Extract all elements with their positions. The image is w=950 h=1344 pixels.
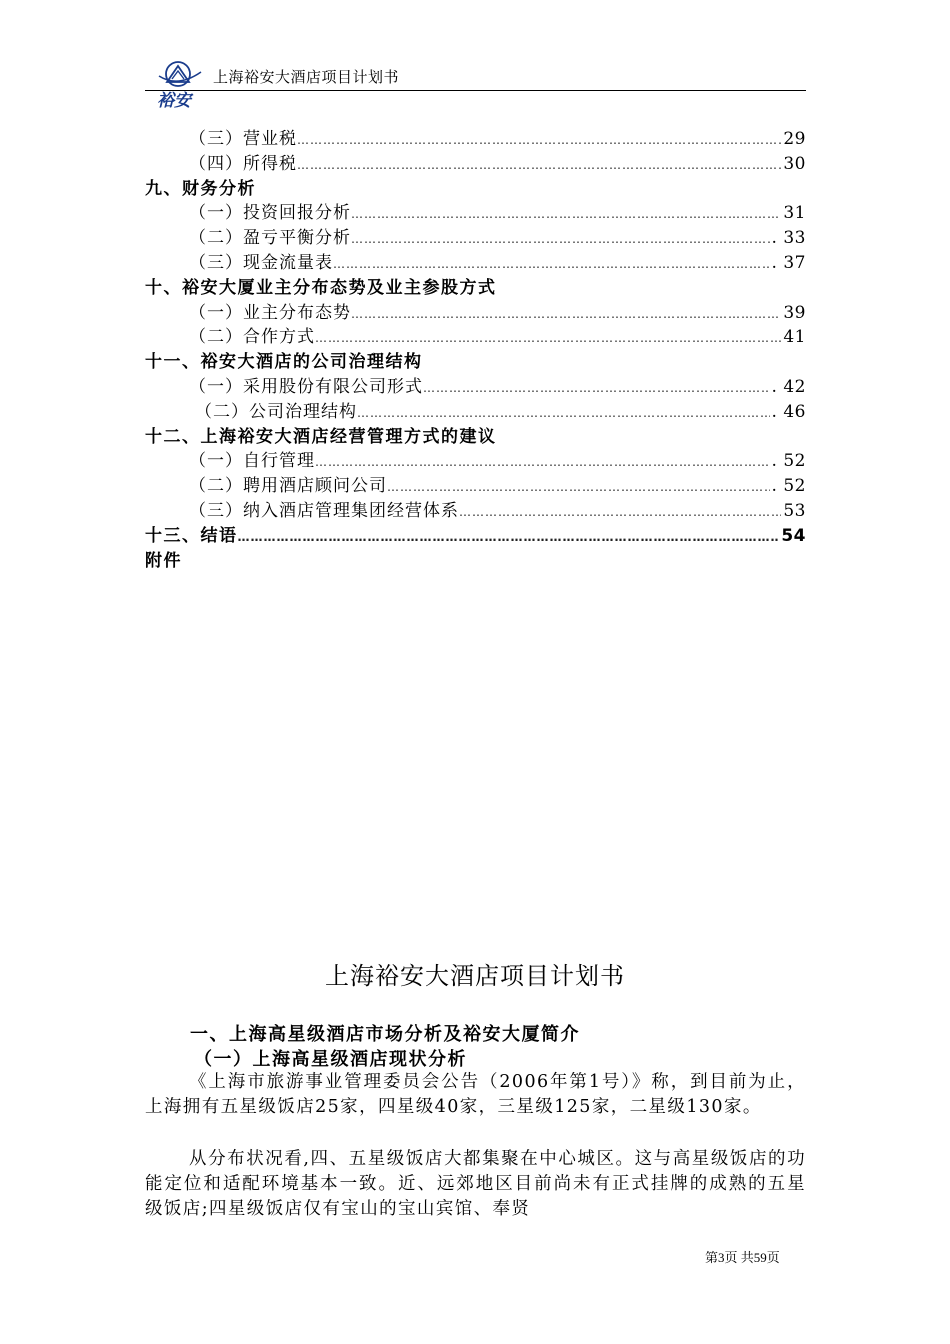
toc-leader-dots — [297, 133, 781, 147]
body-paragraph-1: 《上海市旅游事业管理委员会公告（2006年第1号）》称，到目前为止，上海拥有五星级饭店25家，四星级40家，三星级125家，二星级130家。 — [145, 1072, 806, 1117]
toc-entry[interactable] — [145, 496, 806, 521]
toc-leader-dots — [351, 232, 770, 246]
toc-leader-dots — [423, 381, 770, 395]
toc-leader-dots — [459, 505, 781, 519]
page-header — [145, 62, 806, 111]
toc-entry-label: （三）现金流量表 — [189, 252, 333, 273]
toc-entry-label: （四）所得税 — [189, 153, 297, 174]
toc-entry[interactable] — [145, 546, 806, 571]
toc-page-number: . 37 — [771, 252, 806, 273]
yuan-logo — [157, 60, 203, 112]
toc-entry-label: 十三、结语 — [145, 525, 238, 546]
toc-leader-dots — [297, 158, 781, 172]
toc-leader-dots — [315, 455, 770, 469]
toc-entry[interactable] — [145, 124, 806, 149]
logo-text: 裕安 — [157, 91, 191, 111]
toc-entry[interactable] — [145, 198, 806, 223]
toc-page-number: . 52 — [771, 476, 806, 497]
toc-page-number: 41 — [783, 327, 806, 348]
toc-entry[interactable] — [145, 422, 806, 447]
header-title: 上海裕安大酒店项目计划书 — [213, 68, 400, 86]
document-title: 上海裕安大酒店项目计划书 — [325, 962, 625, 990]
toc-page-number: . 52 — [771, 451, 806, 472]
toc-entry[interactable] — [145, 372, 806, 397]
toc-entry-label: （三）营业税 — [189, 129, 297, 149]
toc-page-number: . 46 — [771, 401, 806, 422]
toc-entry-label: （二）聘用酒店顾问公司 — [189, 476, 387, 497]
toc-page-number: 53 — [783, 500, 806, 521]
toc-leader-dots — [351, 307, 781, 321]
toc-entry[interactable] — [145, 149, 806, 174]
toc-entry[interactable] — [145, 273, 806, 298]
toc-entry[interactable] — [145, 248, 806, 273]
toc-leader-dots — [315, 331, 781, 345]
toc-entry[interactable] — [145, 223, 806, 248]
toc-entry-label: 附件 — [145, 550, 182, 571]
toc-page-number: . 42 — [771, 376, 806, 397]
toc-entry-label: 十二、上海裕安大酒店经营管理方式的建议 — [145, 426, 497, 447]
toc-page-number: 54 — [781, 525, 806, 546]
toc-entry[interactable] — [145, 174, 806, 199]
body-paragraph-2: 从分布状况看,四、五星级饭店大都集聚在中心城区。这与高星级饭店的功能定位和适配环境基本一致。近、远郊地区目前尚未有正式挂牌的成熟的五星级饭店;四星级饭店仅有宝山的宝山宾馆、奉贤 — [145, 1149, 806, 1219]
toc-entry-label: （二）盈亏平衡分析 — [189, 228, 351, 249]
toc-entry-label: （一）采用股份有限公司形式 — [189, 376, 423, 397]
toc-leader-dots — [351, 207, 781, 221]
toc-page-number: 30 — [783, 153, 806, 174]
toc-leader-dots — [238, 530, 780, 544]
toc-entry[interactable] — [145, 347, 806, 372]
toc-entry[interactable] — [145, 521, 806, 546]
toc-leader-dots — [357, 406, 770, 420]
toc-page-number: . 33 — [771, 228, 806, 249]
toc-entry[interactable] — [145, 471, 806, 496]
toc-entry-label: （一）自行管理 — [189, 451, 315, 472]
toc-entry-label: 十、裕安大厦业主分布态势及业主参股方式 — [145, 277, 497, 298]
toc-entry-label: 十一、裕安大酒店的公司治理结构 — [145, 352, 423, 373]
toc-page-number: 29 — [783, 129, 806, 149]
toc-page-number: 31 — [783, 203, 806, 224]
toc-entry[interactable] — [145, 397, 806, 422]
toc-entry-label: （三）纳入酒店管理集团经营体系 — [189, 500, 459, 521]
toc-entry-label: （二）公司治理结构 — [195, 401, 357, 422]
toc-entry-label: （一）业主分布态势 — [189, 302, 351, 323]
page-footer: 第3页 共59页 — [705, 1250, 780, 1265]
toc-entry-label: （一）投资回报分析 — [189, 203, 351, 224]
toc-entry[interactable] — [145, 322, 806, 347]
toc-page-number: 39 — [783, 302, 806, 323]
toc-entry-label: 九、财务分析 — [145, 178, 256, 199]
section-heading-1: 一、上海高星级酒店市场分析及裕安大厦简介 — [190, 1024, 580, 1045]
toc-leader-dots — [387, 480, 770, 494]
toc-entry-label: （二）合作方式 — [189, 327, 315, 348]
toc-leader-dots — [333, 257, 770, 271]
toc-entry[interactable] — [145, 298, 806, 323]
table-of-contents — [145, 124, 806, 570]
section-heading-1-1: （一）上海高星级酒店现状分析 — [194, 1049, 467, 1070]
toc-entry[interactable] — [145, 446, 806, 471]
